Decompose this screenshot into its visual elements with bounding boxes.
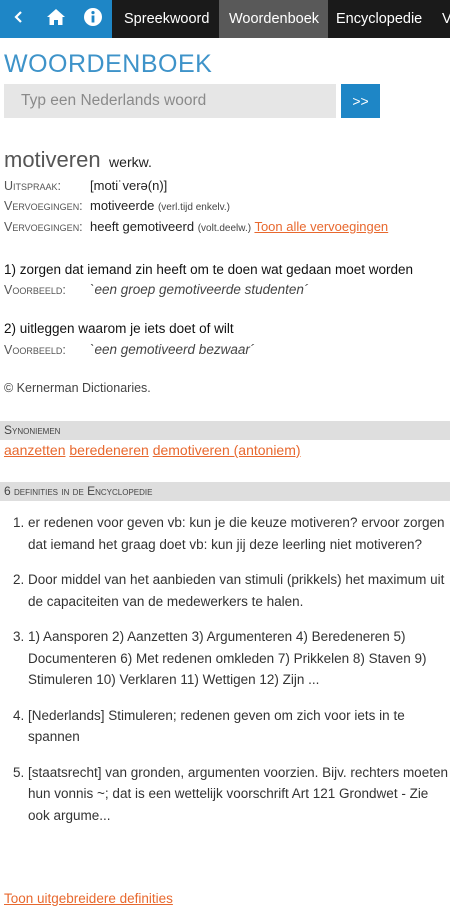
search-button[interactable]: >> (341, 84, 380, 118)
tab-more[interactable]: V (442, 11, 452, 27)
conjugation-label: Vervoegingen: (4, 220, 83, 234)
conjugation-note: (volt.deelw.) (197, 223, 252, 234)
conjugation-value: motiveerde (90, 198, 155, 213)
home-button[interactable] (37, 0, 74, 38)
pronunciation-label: Uitspraak: (4, 179, 62, 193)
sense-definition: 2) uitleggen waarom je iets doet of wilt (4, 321, 234, 336)
headword: motiveren (4, 147, 101, 172)
encyclopedia-header-label: 6 definities in de Encyclopedie (4, 484, 153, 498)
conjugation-row (4, 198, 230, 213)
info-button[interactable] (74, 0, 111, 38)
conjugation-note: (verl.tijd enkelv.) (157, 202, 230, 213)
conjugation-label: Vervoegingen: (4, 199, 83, 213)
nav-icon-group (0, 0, 112, 38)
chevron-left-icon (13, 10, 25, 29)
show-more-definitions-link[interactable]: Toon uitgebreidere definities (4, 891, 173, 906)
conjugation-value: heeft gemotiveerd (90, 219, 195, 234)
definition-item: 3. 1) Aansporen 2) Aanzetten 3) Argumenteren 4) Beredeneren 5) Documenteren 6) Met redenen omkleden 7) Prikkelen 8) Staven 9) Stimuleren 10) Verklaren 11) Wettigen 12) Zijn ... (28, 626, 448, 691)
synonyms-list (4, 442, 301, 458)
show-all-conjugations-link[interactable]: Toon alle vervoegingen (254, 219, 389, 234)
tab-woordenboek[interactable]: Woordenboek (219, 0, 328, 38)
synonyms-header (0, 421, 450, 440)
example-label: Voorbeeld: (4, 283, 66, 297)
top-nav-bar (0, 0, 450, 38)
definition-item: 4. [Nederlands] Stimuleren; redenen geven om zich voor iets in te spannen (28, 705, 448, 748)
tab-spreekwoord[interactable]: Spreekwoord (124, 11, 210, 27)
definition-item: 1. er redenen voor geven vb: kun je die keuze motiveren? ervoor zorgen dat iemand het graag doet vb: kun jij deze leerling niet motiveren? (28, 512, 448, 555)
example-row (4, 282, 308, 297)
sense-definition: 1) zorgen dat iemand zin heeft om te doen wat gedaan moet worden (4, 262, 414, 277)
encyclopedia-definitions (4, 512, 448, 840)
conjugation-row (4, 219, 388, 234)
back-button[interactable] (0, 0, 37, 38)
encyclopedia-header (0, 482, 450, 501)
antonym-link[interactable]: demotiveren (antoniem) (152, 442, 301, 458)
pronunciation-value: [moti˙verə(n)] (90, 178, 168, 193)
definition-item: 5. [staatsrecht] van gronden, argumenten voorzien. Bijv. rechters moeten hun vonnis ~; dat is een wettelijk voorschrift Art 121 Grondwet - Zie ook argume... (28, 762, 448, 827)
copyright-notice: © Kernerman Dictionaries. (4, 381, 151, 395)
part-of-speech: werkw. (109, 154, 152, 170)
home-icon (46, 8, 66, 31)
synonym-link[interactable]: beredeneren (69, 442, 149, 458)
page-title: WOORDENBOEK (4, 50, 213, 78)
example-label: Voorbeeld: (4, 343, 66, 357)
synonyms-header-label: Synoniemen (4, 423, 61, 437)
definition-item: 2. Door middel van het aanbieden van stimuli (prikkels) het maximum uit de capaciteiten van de medewerkers te halen. (28, 569, 448, 612)
search-input[interactable] (4, 84, 336, 118)
entry-heading (4, 147, 152, 173)
example-text: `een gemotiveerd bezwaar´ (90, 342, 255, 357)
pronunciation-row (4, 178, 167, 193)
synonym-link[interactable]: aanzetten (4, 442, 66, 458)
info-icon (83, 7, 103, 32)
example-row (4, 342, 254, 357)
tab-encyclopedie[interactable]: Encyclopedie (336, 11, 423, 27)
example-text: `een groep gemotiveerde studenten´ (90, 282, 309, 297)
